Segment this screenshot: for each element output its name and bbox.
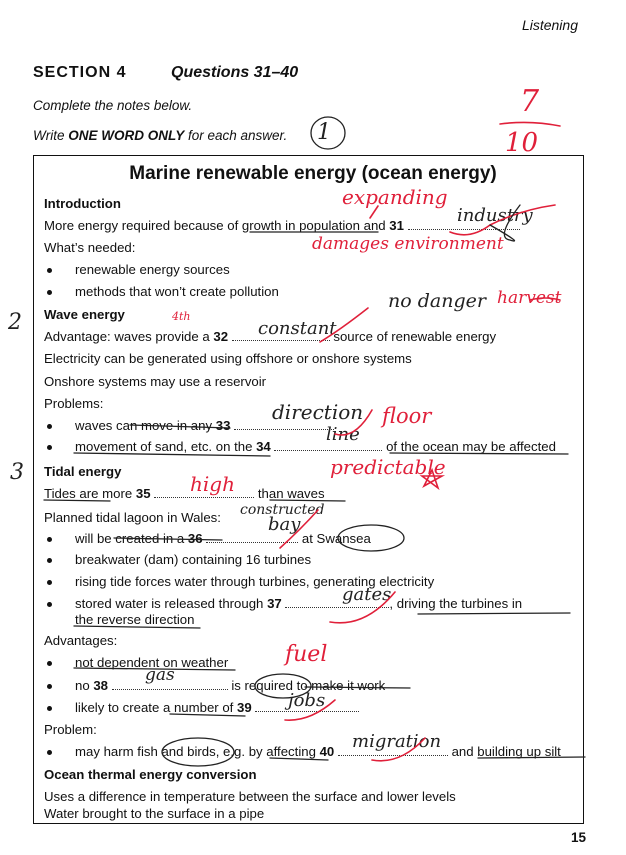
circled-one: 1 — [317, 120, 331, 145]
intro-bullet-1: renewable energy sources — [75, 262, 230, 277]
tidal-heading: Tidal energy — [44, 464, 122, 479]
hw-high: high — [190, 472, 235, 496]
otec-line-1: Uses a difference in temperature between the surface and lower levels — [44, 789, 456, 804]
hw-fourth: 4th — [172, 310, 191, 323]
hw-predictable: predictable — [330, 455, 446, 479]
wave-line-3: Onshore systems may use a reservoir — [44, 374, 267, 389]
tidal-bullet-4-cont: the reverse direction — [75, 612, 195, 627]
hw-no-danger: no danger — [388, 290, 486, 312]
wave-problem-1: waves can move in any 33 — [75, 418, 334, 433]
tidal-adv-3: likely to create a number of 39 — [75, 700, 359, 715]
tidal-line-1: Tides are more 35 than waves — [44, 486, 325, 501]
tidal-bullet-3: rising tide forces water through turbines, generating electricity — [75, 574, 435, 589]
header-listening: Listening — [521, 17, 578, 33]
intro-line-2: What’s needed: — [44, 240, 136, 255]
tidal-advantages: Advantages: — [44, 633, 118, 648]
hw-damages-environment: damages environment — [312, 234, 504, 254]
intro-line-1: More energy required because of growth in population and 31 — [44, 218, 520, 233]
score-numerator: 7 — [520, 84, 540, 119]
margin-two: 2 — [8, 310, 22, 335]
hw-migration: migration — [352, 731, 442, 752]
otec-heading: Ocean thermal energy conversion — [44, 767, 257, 782]
wave-problem-2: movement of sand, etc. on the 34 of the ocean may be affected — [75, 439, 556, 454]
score-fraction-line — [500, 122, 560, 126]
hw-constructed: constructed — [240, 502, 325, 518]
instruction-2: Write ONE WORD ONLY for each answer. — [33, 128, 288, 143]
hw-direction: direction — [272, 400, 364, 424]
hw-gas: gas — [145, 665, 175, 685]
margin-three: 3 — [10, 460, 24, 485]
instruction-1: Complete the notes below. — [33, 98, 193, 113]
questions-label: Questions 31–40 — [171, 64, 299, 81]
tidal-bullet-2: breakwater (dam) containing 16 turbines — [75, 552, 312, 567]
hw-fuel: fuel — [285, 642, 328, 667]
hw-jobs: jobs — [288, 690, 326, 711]
hw-expanding: expanding — [342, 185, 448, 209]
page-number: 15 — [570, 830, 586, 845]
tidal-bullet-1: will be created in a 36 at Swansea — [75, 531, 371, 546]
hw-bay: bay — [268, 514, 301, 535]
hw-industry: industry — [457, 205, 533, 226]
hw-line: line — [326, 424, 360, 445]
tidal-bullet-4: stored water is released through 37 , driving the turbines in — [75, 596, 523, 611]
hw-gates: gates — [342, 584, 392, 605]
hw-floor: floor — [382, 404, 432, 428]
wave-problems: Problems: — [44, 396, 104, 411]
intro-heading: Introduction — [44, 196, 121, 211]
tidal-line-2: Planned tidal lagoon in Wales: — [44, 510, 221, 525]
score-denominator: 10 — [505, 128, 539, 158]
wave-heading: Wave energy — [44, 307, 125, 322]
wave-advantage: Advantage: waves provide a 32 source of renewable energy — [44, 329, 497, 344]
tidal-adv-1: not dependent on weather — [75, 655, 229, 670]
otec-line-2: Water brought to the surface in a pipe — [44, 806, 265, 821]
notes-title: Marine renewable energy (ocean energy) — [129, 163, 497, 184]
section-label: SECTION 4 — [33, 64, 127, 81]
hw-harvest: harvest — [497, 288, 562, 308]
tidal-problem-1: may harm fish and birds, e.g. by affecting 40 and building up silt — [75, 744, 561, 759]
tidal-adv-2: no 38 is required to make it work — [75, 678, 386, 693]
wave-line-2: Electricity can be generated using offshore or onshore systems — [44, 351, 412, 366]
intro-bullet-2: methods that won’t create pollution — [75, 284, 279, 299]
tidal-problem: Problem: — [44, 722, 97, 737]
hw-constant: constant — [258, 318, 337, 339]
